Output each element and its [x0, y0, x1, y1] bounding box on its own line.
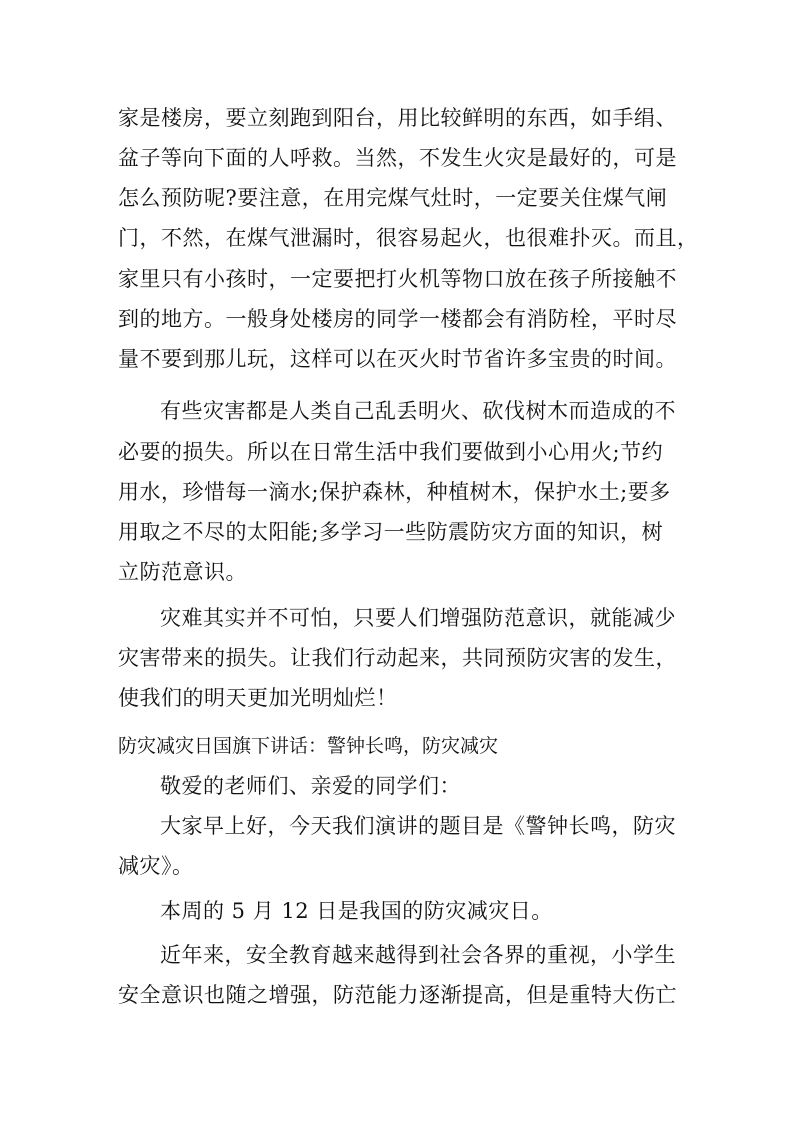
salutation-line: 敬爱的老师们、亲爱的同学们：	[160, 774, 461, 798]
paragraph-start-line: 大家早上好，今天我们演讲的题目是《警钟长鸣，防灾	[160, 814, 676, 838]
text-line: 立防范意识。	[118, 560, 247, 584]
text-line: 用取之不尽的太阳能;多学习一些防震防灾方面的知识，树	[118, 520, 664, 544]
text-line: 量不要到那儿玩，这样可以在灭火时节省许多宝贵的时间。	[118, 347, 677, 371]
paragraph-start-line: 本周的 5 月 12 日是我国的防灾减灾日。	[160, 899, 553, 923]
paragraph-start-line: 有些灾害都是人类自己乱丢明火、砍伐树木而造成的不	[160, 399, 676, 423]
text-line: 灾害带来的损失。让我们行动起来，共同预防灾害的发生，	[118, 646, 677, 670]
text-line: 怎么预防呢?要注意，在用完煤气灶时，一定要关住煤气闸	[118, 186, 668, 210]
paragraph-start-line: 近年来，安全教育越来越得到社会各界的重视，小学生	[160, 943, 676, 967]
section-heading: 防灾减灾日国旗下讲话：警钟长鸣，防灾减灾	[118, 735, 499, 757]
text-line: 减灾》。	[118, 854, 194, 878]
text-line: 用水，珍惜每一滴水;保护森林，种植树木，保护水土;要多	[118, 480, 671, 504]
text-line: 家是楼房，要立刻跑到阳台，用比较鲜明的东西，如手绢、	[118, 106, 677, 130]
text-line: 盆子等向下面的人呼救。当然，不发生火灾是最好的，可是	[118, 146, 677, 170]
text-line: 安全意识也随之增强，防范能力逐渐提高，但是重特大伤亡	[118, 983, 677, 1007]
text-line: 家里只有小孩时，一定要把打火机等物口放在孩子所接触不	[118, 267, 677, 291]
paragraph-start-line: 灾难其实并不可怕，只要人们增强防范意识，就能减少	[160, 606, 676, 630]
text-line: 到的地方。一般身处楼房的同学一楼都会有消防栓，平时尽	[118, 307, 677, 331]
text-line: 使我们的明天更加光明灿烂！	[118, 686, 398, 710]
text-line: 门，不然，在煤气泄漏时，很容易起火，也很难扑灭。而且，	[118, 226, 699, 250]
text-line: 必要的损失。所以在日常生活中我们要做到小心用火;节约	[118, 440, 664, 464]
